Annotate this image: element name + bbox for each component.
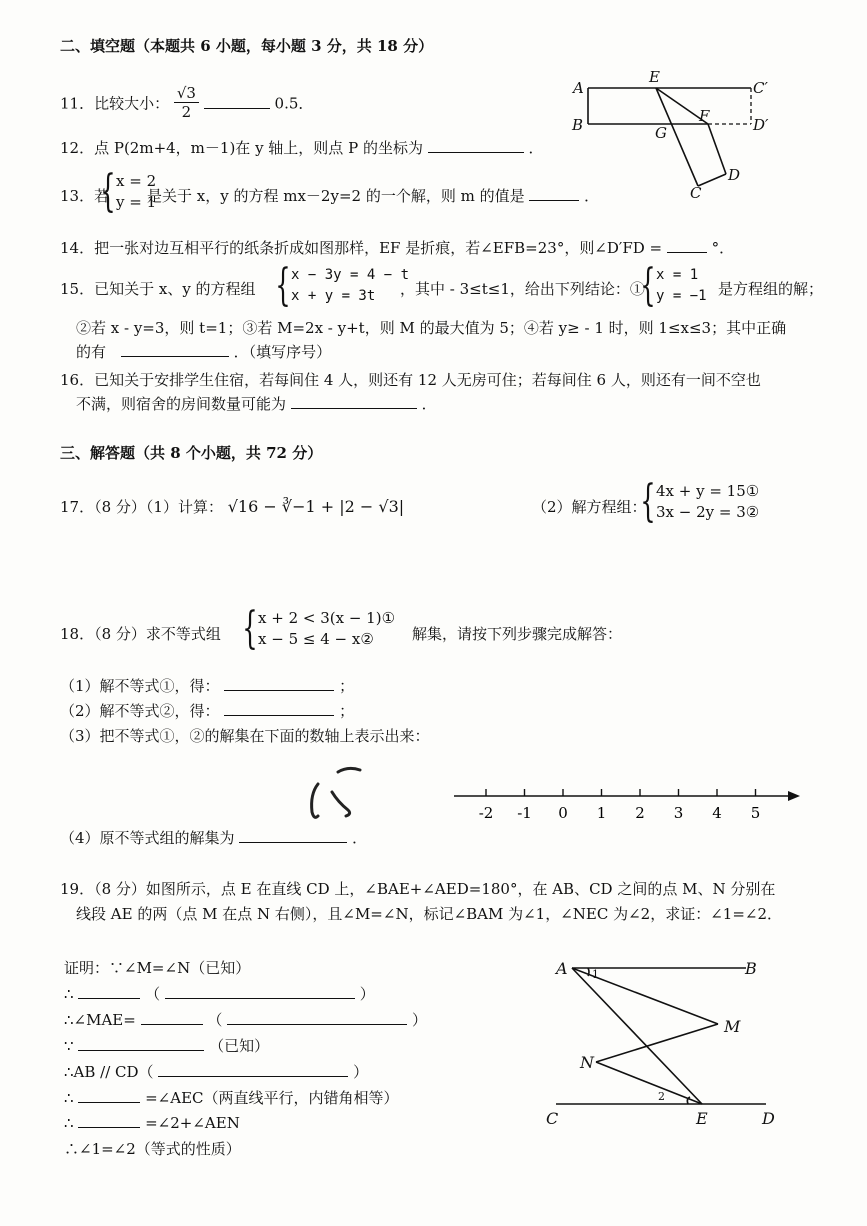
proof3-prefix: ∴∠MAE= (64, 1011, 136, 1029)
handwritten-stroke-2 (312, 784, 318, 817)
q14-text: 14．把一张对边互相平行的纸条折成如图那样，EF 是折痕，若∠EFB=23°，则∠D′FD = (60, 239, 663, 257)
proof-line-2 (64, 984, 375, 1004)
section-3-title: 三、解答题（共 8 个小题，共 72 分） (60, 444, 323, 462)
q15-prefix: 15．已知关于 x、y 的方程组 (60, 280, 256, 298)
q13-text: 是关于 x，y 的方程 mx－2y=2 的一个解，则 m 的值是 (147, 187, 525, 205)
proof4-reason: （已知） (209, 1037, 270, 1055)
question-14 (60, 238, 734, 258)
q17-prefix: 17．（8 分）（1）计算： (60, 498, 223, 516)
q18-row1: x + 2 < 3(x − 1)① (258, 609, 396, 627)
proof6-therefore: ∴ (64, 1089, 74, 1107)
q18-row2: x − 5 ≤ 4 − x② (258, 630, 374, 648)
fig19-label-b: B (745, 959, 757, 978)
fig19-label-c: C (546, 1109, 559, 1128)
q18-step4-text: （4）原不等式组的解集为 (60, 829, 235, 847)
q15-candidate-row2: y = −1 (656, 288, 707, 304)
fig14-label-e: E (649, 68, 660, 86)
fig14-label-c-prime: C′ (753, 79, 768, 97)
q15-line-3 (76, 342, 331, 362)
proof7-therefore: ∴ (64, 1114, 74, 1132)
q17-system: { 4x + y = 15① 3x − 2y = 3② (640, 476, 760, 527)
q11-suffix: 0.5． (274, 94, 314, 113)
proof-line-3 (64, 1010, 427, 1030)
q15-line3-start: 的有 (76, 343, 107, 361)
proof-line-6 (64, 1088, 399, 1108)
fig19-segment-ae (572, 968, 702, 1104)
q11-denominator: 2 (181, 103, 192, 121)
q13-row2: y = 1 (116, 193, 157, 211)
proof4-blank-statement[interactable] (78, 1036, 204, 1051)
q17-expression: √16 − ∛−1 + |2 − √3| (227, 497, 405, 516)
proof-line-4 (64, 1036, 269, 1056)
q18-step4-blank[interactable] (239, 828, 347, 843)
q18-step1-blank[interactable] (224, 676, 334, 691)
number-line-tick-label: 0 (558, 804, 568, 822)
proof2-blank-statement[interactable] (78, 984, 140, 999)
proof7-blank-statement[interactable] (78, 1113, 140, 1128)
q18-step-2 (60, 701, 354, 721)
question-12 (60, 138, 544, 158)
q18-step-4 (60, 828, 367, 848)
q11-fraction (174, 84, 199, 121)
fig14-label-d-prime: D′ (753, 116, 769, 134)
fig19-angle-1-label: 1 (592, 968, 599, 981)
q19-line-2: 线段 AE 的两（点 M 在点 N 右侧），且∠M=∠N，标记∠BAM 为∠1，∠NEC 为∠2，求证：∠1=∠2． (76, 905, 783, 923)
proof2-open-paren: （ (145, 985, 161, 1003)
q15-candidate-system: { x = 1 y = −1 (640, 260, 707, 311)
q15-mid: ，其中 - 3≤t≤1，给出下列结论：① (400, 280, 645, 298)
q16-text: 不满，则宿舍的房间数量可能为 (76, 395, 287, 413)
number-line-arrow (788, 791, 800, 801)
q18-system: { x + 2 < 3(x − 1)① x − 5 ≤ 4 − x② (242, 603, 396, 654)
proof3-open-paren: （ (207, 1011, 223, 1029)
proof-line-8: ∴∠1=∠2（等式的性质） (64, 1140, 241, 1158)
fig14-fold-edge-fd (708, 124, 726, 174)
number-line-tick-label: 4 (712, 804, 722, 822)
fig19-segment-ne (596, 1062, 702, 1104)
fig14-label-b: B (572, 116, 584, 134)
fig19-angle-2-label: 2 (658, 1090, 665, 1103)
number-line-tick-label: 2 (635, 804, 645, 822)
proof2-therefore: ∴ (64, 985, 74, 1003)
fig19-label-d: D (762, 1109, 775, 1128)
q12-end: ． (528, 139, 544, 157)
q17-row1: 4x + y = 15① (656, 482, 760, 500)
fig19-label-e: E (696, 1109, 708, 1128)
q12-answer-blank[interactable] (428, 138, 524, 153)
proof3-blank-statement[interactable] (141, 1010, 203, 1025)
q13-system: { x = 2 y = 1 (100, 166, 157, 217)
q14-end: °． (711, 239, 735, 257)
q19-line-1: 19．（8 分）如图所示，点 E 在直线 CD 上，∠BAE+∠AED=180°，在 AB、CD 之间的点 M、N 分别在 (60, 880, 776, 898)
q16-end: ． (421, 395, 437, 413)
fig14-label-g: G (655, 124, 667, 142)
q15-tail: 是方程组的解； (718, 280, 824, 298)
q18-suffix: 解集，请按下列步骤完成解答： (412, 625, 623, 643)
q15-line3-end: ．（填写序号） (233, 343, 332, 361)
handwritten-stroke-3 (332, 792, 350, 816)
proof-line-7 (64, 1113, 240, 1133)
fig14-label-c: C (690, 184, 702, 202)
number-line-tick-label: 1 (596, 804, 607, 822)
proof2-blank-reason[interactable] (165, 984, 355, 999)
q18-step2-blank[interactable] (224, 701, 334, 716)
fig19-angle-1-arc (588, 968, 589, 976)
question-13 (147, 186, 599, 206)
proof-line-1: 证明：∵∠M=∠N（已知） (64, 959, 251, 977)
q17-part-2: （2）解方程组： (532, 498, 647, 516)
proof3-blank-reason[interactable] (227, 1010, 407, 1025)
q11-numerator: √3 (174, 84, 199, 103)
q15-row1: x − 3y = 4 − t (291, 267, 410, 283)
number-line-tick-label: -1 (517, 804, 532, 822)
q18-prefix: 18．（8 分）求不等式组 (60, 625, 221, 643)
proof3-close-paren: ） (411, 1011, 427, 1029)
q12-text: 12．点 P(2m+4，m－1)在 y 轴上，则点 P 的坐标为 (60, 139, 423, 157)
number-line-tick-label: 5 (750, 804, 761, 822)
q18-step-3: （3）把不等式①，②的解集在下面的数轴上表示出来： (60, 727, 430, 745)
fig14-label-a: A (573, 79, 584, 97)
q14-answer-blank[interactable] (667, 238, 707, 253)
q18-step4-end: ． (352, 829, 368, 847)
section-2-title: 二、填空题（本题共 6 小题，每小题 3 分，共 18 分） (60, 37, 434, 55)
q15-row2: x + y = 3t (291, 288, 376, 304)
q15-candidate-row1: x = 1 (656, 267, 699, 283)
proof5-blank-reason[interactable] (158, 1062, 348, 1077)
q14-folded-strip-figure (568, 66, 778, 202)
q16-line-2 (76, 394, 437, 414)
q15-system: { x − 3y = 4 − t x + y = 3t (275, 260, 410, 311)
q16-answer-blank[interactable] (291, 394, 417, 409)
proof2-close-paren: ） (359, 985, 375, 1003)
fig14-label-d: D (728, 166, 741, 184)
q18-step-1 (60, 676, 354, 696)
number-line-tick-label: 3 (673, 804, 684, 822)
q18-step2-text: （2）解不等式②，得： (60, 702, 220, 720)
q19-geometry-figure (540, 952, 790, 1132)
q15-answer-blank[interactable] (121, 342, 229, 357)
q11-prefix: 11．比较大小： (60, 94, 170, 113)
q18-step1-text: （1）解不等式①，得： (60, 677, 220, 695)
q16-line-1: 16．已知关于安排学生住宿，若每间住 4 人，则还有 12 人无房可住；若每间住 6 人，则还有一间不空也 (60, 371, 761, 389)
handwritten-marks (300, 762, 370, 828)
q15-line-2: ②若 x - y=3，则 t=1；③若 M=2x - y+t，则 M 的最大值为 5；④若 y≥ - 1 时，则 1≤x≤3；其中正确 (76, 319, 787, 337)
q11-answer-blank[interactable] (204, 94, 270, 109)
proof6-reason: =∠AEC（两直线平行，内错角相等） (145, 1089, 399, 1107)
proof6-blank-statement[interactable] (78, 1088, 140, 1103)
number-line-tick-label: -2 (478, 804, 494, 822)
q13-end: ． (584, 187, 600, 205)
proof-line-5 (64, 1062, 368, 1082)
q18-number-line (448, 780, 808, 826)
fig19-label-m: M (724, 1017, 741, 1036)
q13-row1: x = 2 (116, 172, 157, 190)
proof4-because: ∵ (64, 1037, 74, 1055)
fig19-angle-2-arc (687, 1097, 690, 1104)
question-17 (60, 497, 404, 517)
proof5-prefix: ∴AB // CD（ (64, 1063, 154, 1081)
fig19-label-n: N (580, 1053, 594, 1072)
fig19-label-a: A (556, 959, 568, 978)
q18-step2-semicolon: ； (339, 702, 355, 720)
proof7-rest: =∠2+∠AEN (145, 1114, 240, 1132)
q13-prefix: 13．若 (60, 187, 110, 205)
q18-step1-semicolon: ； (339, 677, 355, 695)
handwritten-stroke-1 (338, 768, 360, 772)
proof5-close-paren: ） (353, 1063, 369, 1081)
fig14-fold-edge-cd (698, 174, 726, 186)
fig14-label-f: F (699, 107, 710, 125)
question-11 (60, 86, 313, 123)
q17-row2: 3x − 2y = 3② (656, 503, 760, 521)
